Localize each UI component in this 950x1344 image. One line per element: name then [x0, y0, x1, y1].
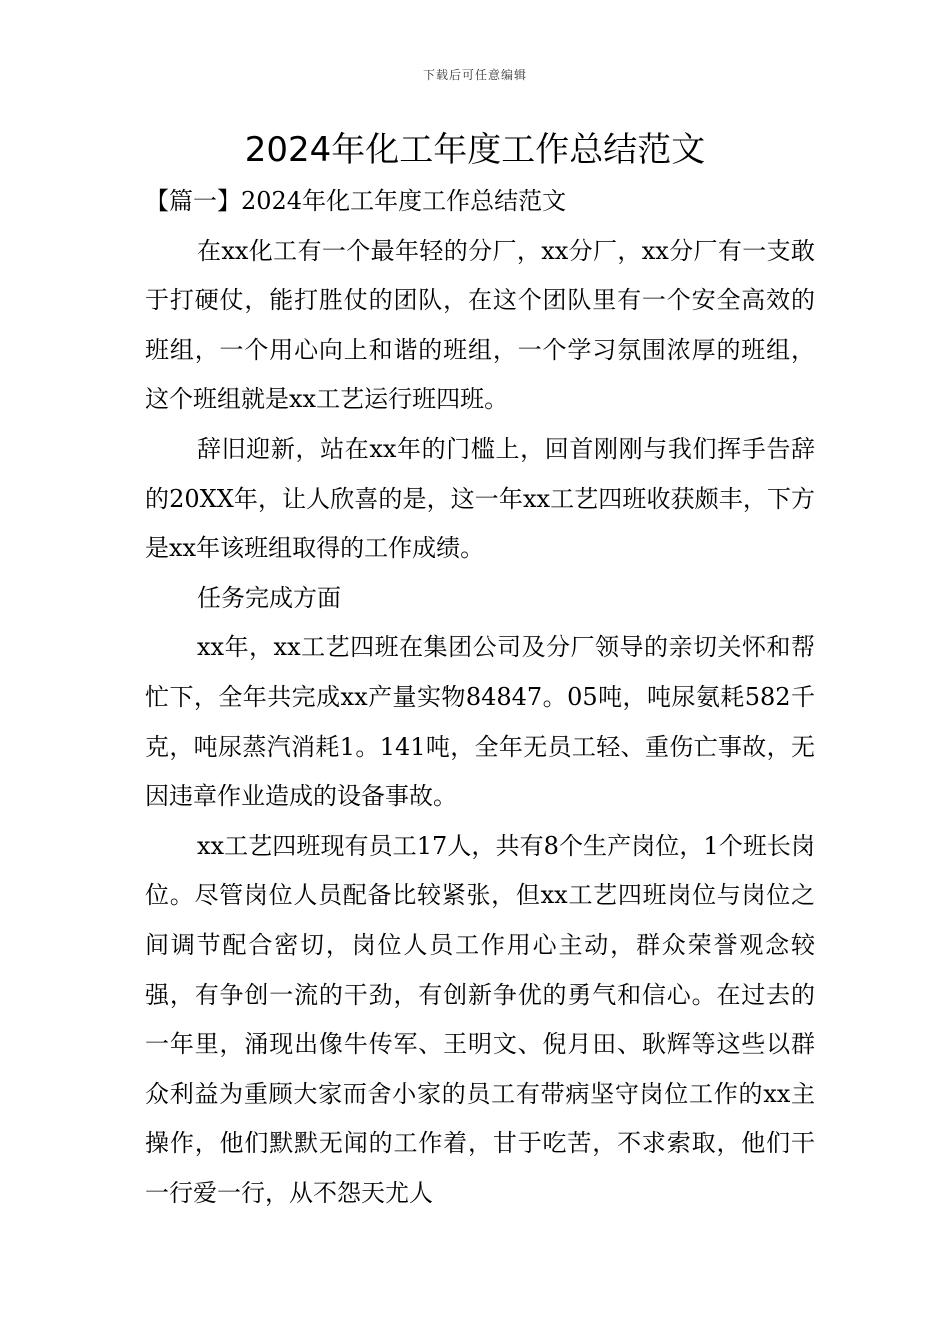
document-title: 2024年化工年度工作总结范文 — [244, 130, 706, 170]
header-note: 下载后可任意编辑 — [422, 68, 527, 82]
document-body — [145, 177, 815, 1218]
paragraph-new-year: 辞旧迎新，站在xx年的门槛上，回首刚刚与我们挥手告辞的20XX年，让人欣喜的是，这一年xx工艺四班收获颇丰，下方是xx年该班组取得的工作成绩。 — [145, 434, 815, 563]
subheading-task-completion: 任务完成方面 — [197, 583, 341, 612]
paragraph-intro: 在xx化工有一个最年轻的分厂，xx分厂，xx分厂有一支敢于打硬仗，能打胜仗的团队，在这个团队里有一个安全高效的班组，一个用心向上和谐的班组，一个学习氛围浓厚的班组，这个班组就是xx工艺运行班四班。 — [145, 236, 815, 414]
section-heading: 【篇一】2024年化工年度工作总结范文 — [145, 187, 567, 215]
paragraph-staff: xx工艺四班现有员工17人，共有8个生产岗位，1个班长岗位。尽管岗位人员配备比较紧张，但xx工艺四班岗位与岗位之间调节配合密切，岗位人员工作用心主动，群众荣誉观念较强，有争创一流的干劲，有创新争优的勇气和信心。在过去的一年里，涌现出像牛传军、王明文、倪月田、耿辉等这些以群众利益为重顾大家而舍小家的员工有带病坚守岗位工作的xx主操作，他们默默无闻的工作着，甘于吃苦，不求索取，他们干一行爱一行，从不怨天尤人 — [145, 831, 815, 1207]
paragraph-production: xx年，xx工艺四班在集团公司及分厂领导的亲切关怀和帮忙下，全年共完成xx产量实物84847。05吨，吨尿氨耗582千克，吨尿蒸汽消耗1。141吨，全年无员工轻、重伤亡事故，无因违章作业造成的设备事故。 — [145, 633, 815, 811]
